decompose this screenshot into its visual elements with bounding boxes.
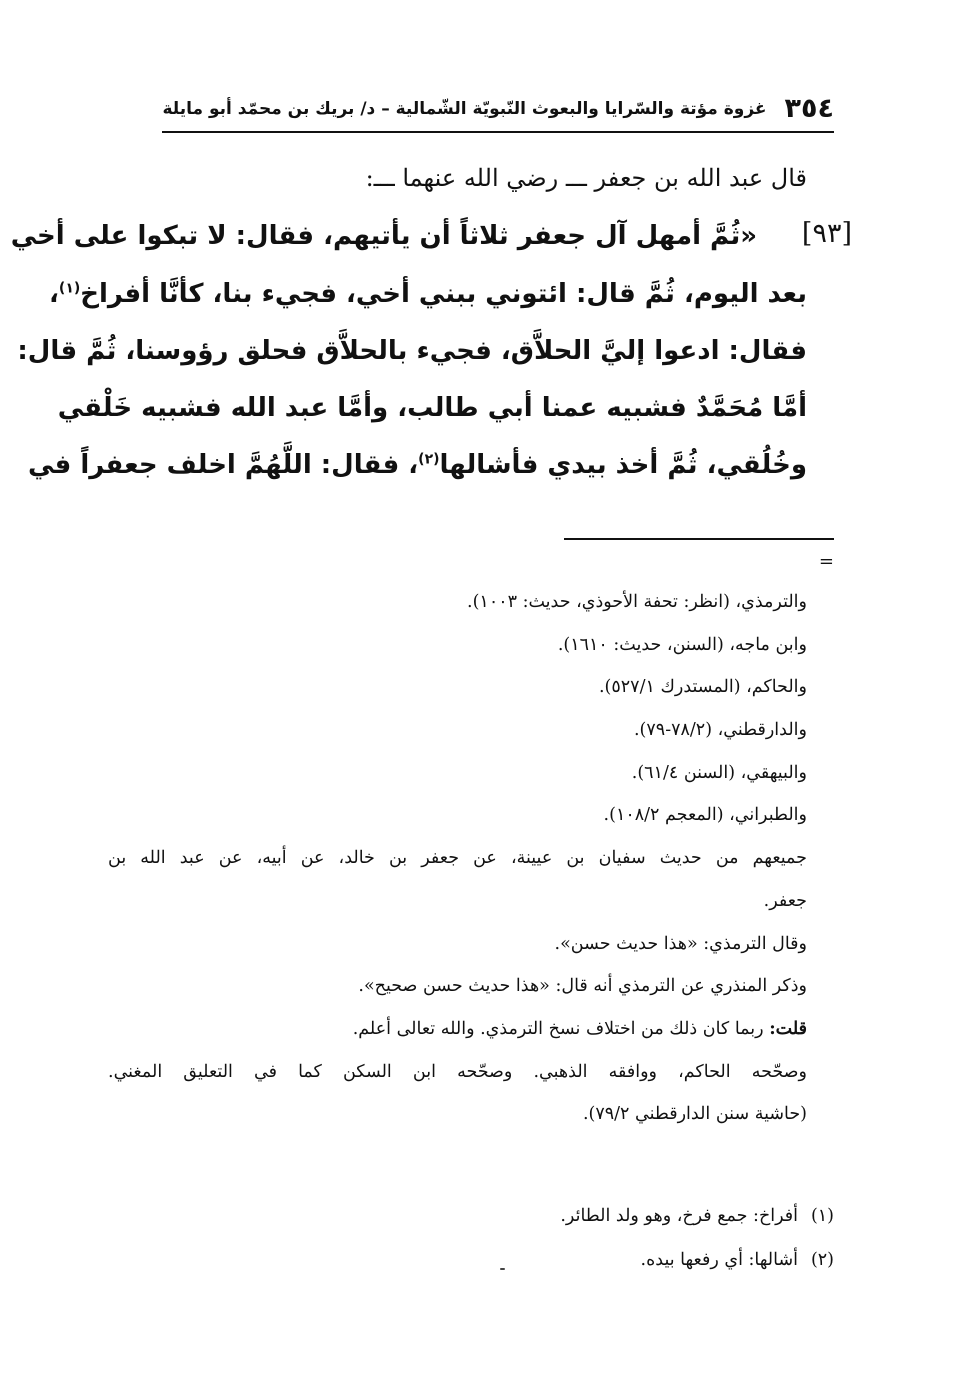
hadith-line: «ثُمَّ أمهل آل جعفر ثلاثاً أن يأتيهم، فقال: لا تبكوا على أخي [10, 221, 757, 251]
hadith-number: [٩٣] [801, 218, 852, 249]
footnote-line: وصحّحه الحاكم، ووافقه الذهبي. وصحّحه ابن السكن كما في التعليق المغني. [108, 1061, 807, 1082]
note-number: (١) [810, 1206, 834, 1226]
note-item [108, 1242, 834, 1286]
hadith-intro: قال عبد الله بن جعفر ـــ رضي الله عنهما ـــ: [365, 164, 807, 192]
hadith-line-text: ، فقال: اللَّهُمَّ اخلف جعفراً في [27, 450, 419, 480]
footnote-line: والبيهقي، (السنن ٦١/٤). [631, 762, 807, 783]
footnote-line: جعفر. [763, 890, 807, 911]
hadith-line: فقال: ادعوا إليَّ الحلاَّق، فجيء بالحلاَّق فحلق رؤوسنا، ثُمَّ قال: [17, 336, 807, 366]
footnote-line: جميعهم من حديث سفيان بن عيينة، عن جعفر بن خالد، عن أبيه، عن عبد الله بن [108, 848, 807, 869]
footnote-line: والترمذي، (انظر: تحفة الأحوذي، حديث: ١٠٠٣). [467, 592, 807, 612]
footnotes-block [108, 584, 807, 1139]
note-text: أشالها: أي رفعها بيده. [640, 1250, 798, 1270]
hadith-text [17, 268, 807, 496]
footnote-line: وابن ماجه، (السنن، حديث: ١٦١٠). [557, 634, 807, 655]
hadith-line [49, 268, 807, 325]
hadith-line-text: بعد اليوم، ثُمَّ قال: ائتوني ببني أخي، فجيء بنا، كأنَّا أفراخ [80, 279, 807, 309]
hadith-line-text: وخُلُقي، ثُمَّ أخذ بيدي فأشالها [439, 450, 807, 480]
footnote-line: (حاشية سنن الدارقطني ٧٩/٢). [582, 1104, 807, 1125]
scan-speck [500, 1268, 505, 1270]
note-item [108, 1198, 834, 1242]
footnote-line: والطبراني، (المعجم ١٠٨/٢). [603, 805, 807, 826]
hadith-line [27, 439, 807, 496]
footnote-line: والدارقطني، (٧٨/٢-٧٩). [633, 720, 807, 741]
page-number: ٣٥٤ [784, 93, 834, 124]
footnote-line: وقال الترمذي: «هذا حديث حسن». [554, 933, 807, 954]
running-title: غزوة مؤتة والسّرايا والبعوث النّبويّة الشّمالية – د/ بريك بن محمّد أبو مايلة [162, 99, 767, 119]
footnote-marker: (١) [58, 280, 81, 297]
page-header [162, 92, 834, 126]
footnote-line [108, 1011, 807, 1054]
footnote-separator [564, 538, 834, 540]
header-rule [162, 131, 834, 133]
hadith-line-text: ، [49, 279, 59, 309]
notes-block [108, 1198, 834, 1286]
footnote-line: والحاكم، (المستدرك ٥٢٧/١). [598, 677, 807, 698]
note-text: أفراخ: جمع فرخ، وهو ولد الطائر. [560, 1206, 798, 1226]
footnote-line: وذكر المنذري عن الترمذي أنه قال: «هذا حديث حسن صحيح». [358, 976, 807, 997]
qultu-label: قلت: [769, 1018, 807, 1039]
footnote-marker: (٢) [418, 451, 440, 468]
hadith-text-first-line [10, 210, 757, 268]
note-number: (٢) [810, 1250, 834, 1270]
footnote-line-text: ربما كان ذلك من اختلاف نسخ الترمذي. والله تعالى أعلم. [352, 1018, 764, 1039]
hadith-line: أمَّا مُحَمَّدٌ فشبيه عمنا أبي طالب، وأمَّا عبد الله فشبيه خَلْقي [57, 393, 807, 423]
footnote-continuation-mark: = [818, 551, 834, 572]
